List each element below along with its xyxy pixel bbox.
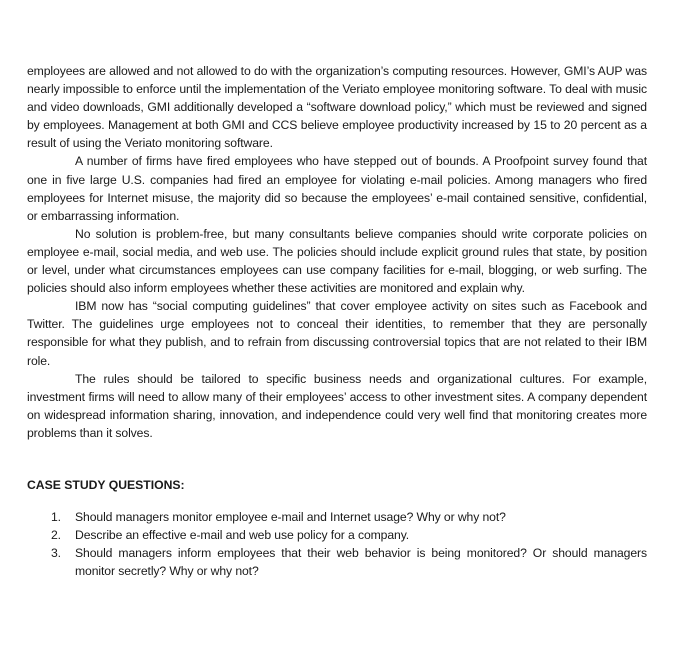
- paragraph-aup-continuation: employees are allowed and not allowed to do with the organization’s computing resources. However, GMI’s AUP was nearly impossible to enforce until the implementation of the Veriato employee monitoring software. To deal with music and video downloads, GMI additionally developed a “software download policy,” which must be reviewed and signed by employees. Management at both GMI and CCS believe employee productivity increased by 15 to 20 percent as a result of using the Veriato monitoring software.: [27, 64, 647, 151]
- question-number: 1.: [51, 509, 61, 524]
- question-item: [27, 526, 647, 544]
- paragraph-corporate-policies: No solution is problem-free, but many consultants believe companies should write corporate policies on employee e-mail, social media, and web use. The policies should include explicit ground rules that state, by position or level, under what circumstances employees can use company facilities for e-mail, blogging, or web surfing. The policies should also inform employees whether these activities are monitored and explain why.: [27, 226, 647, 296]
- case-study-heading: CASE STUDY QUESTIONS:: [27, 477, 185, 492]
- document-page: [27, 62, 647, 580]
- question-text: Should managers inform employees that their web behavior is being monitored? Or should managers monitor secretly? Why or why not?: [75, 546, 647, 579]
- question-item: [27, 508, 647, 526]
- question-number: 3.: [51, 546, 61, 561]
- paragraph-tailored-rules: The rules should be tailored to specific business needs and organizational cultures. For example, investment firms will need to allow many of their employees’ access to other investment sites. A company dependent on widespread information sharing, innovation, and independence could very well find that monitoring creates more problems than it solves.: [27, 371, 647, 440]
- question-item: [27, 544, 647, 580]
- question-number: 2.: [51, 528, 61, 543]
- case-study-question-list: [27, 508, 647, 580]
- paragraph-ibm-guidelines: IBM now has “social computing guidelines” that cover employee activity on sites such as Facebook and Twitter. The guidelines urge employees not to conceal their identities, to remember that they are personally responsible for what they publish, and to refrain from discussing controversial topics that are not related to their IBM role.: [27, 299, 647, 368]
- question-text: Describe an effective e-mail and web use policy for a company.: [75, 528, 410, 543]
- question-text: Should managers monitor employee e-mail and Internet usage? Why or why not?: [75, 509, 506, 524]
- paragraph-fired-employees: A number of firms have fired employees who have stepped out of bounds. A Proofpoint survey found that one in five large U.S. companies had fired an employee for violating e-mail policies. Among managers who fired employees for Internet misuse, the majority did so because the employees’ e-mail contained sensitive, confidential, or embarrassing information.: [27, 154, 647, 223]
